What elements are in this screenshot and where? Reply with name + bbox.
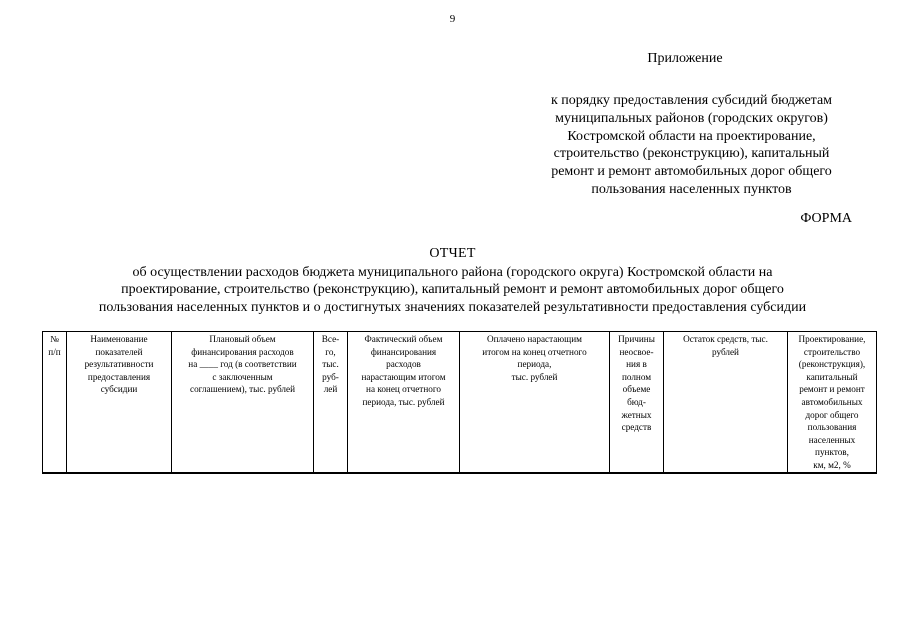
report-subtitle-line: об осуществлении расходов бюджета муниципального района (городского округа) Костромской области на — [132, 265, 773, 280]
report-subtitle — [30, 264, 875, 316]
header-cell-actual-financing — [348, 332, 460, 473]
header-text: Остаток средств, тыс. рублей — [683, 334, 768, 357]
appendix-description — [520, 92, 863, 199]
appendix-line: пользования населенных пунктов — [591, 181, 792, 197]
appendix-line: Костромской области на проектирование, — [567, 128, 816, 144]
header-text: Фактический объем финансирования расходов нарастающим итогом на конец отчетного периода, тыс. рублей — [361, 334, 446, 407]
header-cell-indicator-name — [67, 332, 172, 473]
header-cell-road-works — [788, 332, 877, 473]
page-number: 9 — [449, 13, 456, 25]
header-cell-total — [314, 332, 348, 473]
header-text: Проектирование, строительство (реконструкция), капитальный ремонт и ремонт автомобильных дорог общего пользования населенных пунктов, км, м2, % — [798, 334, 866, 470]
header-cell-paid-cumulative — [460, 332, 610, 473]
header-cell-number — [43, 332, 67, 473]
header-cell-remaining-funds — [664, 332, 788, 473]
header-text: Наименование показателей результативности предоставления субсидии — [84, 334, 154, 395]
header-text: Причины неосвое- ния в полном объеме бюд- жетных средств — [618, 334, 655, 433]
header-text: Оплачено нарастающим итогом на конец отчетного периода, тыс. рублей — [482, 334, 587, 382]
appendix-line: ремонт и ремонт автомобильных дорог общего — [551, 164, 832, 180]
report-table — [42, 331, 877, 474]
appendix-title: Приложение — [647, 51, 723, 66]
report-subtitle-line: пользования населенных пунктов и о достигнутых значениях показателей результативности предоставления субсидии — [98, 299, 807, 315]
report-subtitle-line: проектирование, строительство (реконструкцию), капитальный ремонт и ремонт автомобильных дорог общего — [121, 282, 784, 298]
report-title: ОТЧЕТ — [429, 246, 476, 261]
appendix-line: муниципальных районов (городских округов) — [555, 110, 828, 126]
appendix-line: строительство (реконструкцию), капитальный — [553, 146, 830, 162]
header-text: № п/п — [48, 334, 61, 357]
header-text: Все- го, тыс. руб- лей — [321, 334, 340, 395]
header-text: Плановый объем финансирования расходов на ____ год (в соответствии с заключенным соглашением), тыс. рублей — [188, 334, 297, 395]
appendix-line: к порядку предоставления субсидий бюджетам — [550, 93, 833, 108]
table-header-row — [43, 332, 877, 473]
header-cell-reasons — [610, 332, 664, 473]
header-cell-planned-financing — [172, 332, 314, 473]
form-label: ФОРМА — [800, 211, 852, 226]
